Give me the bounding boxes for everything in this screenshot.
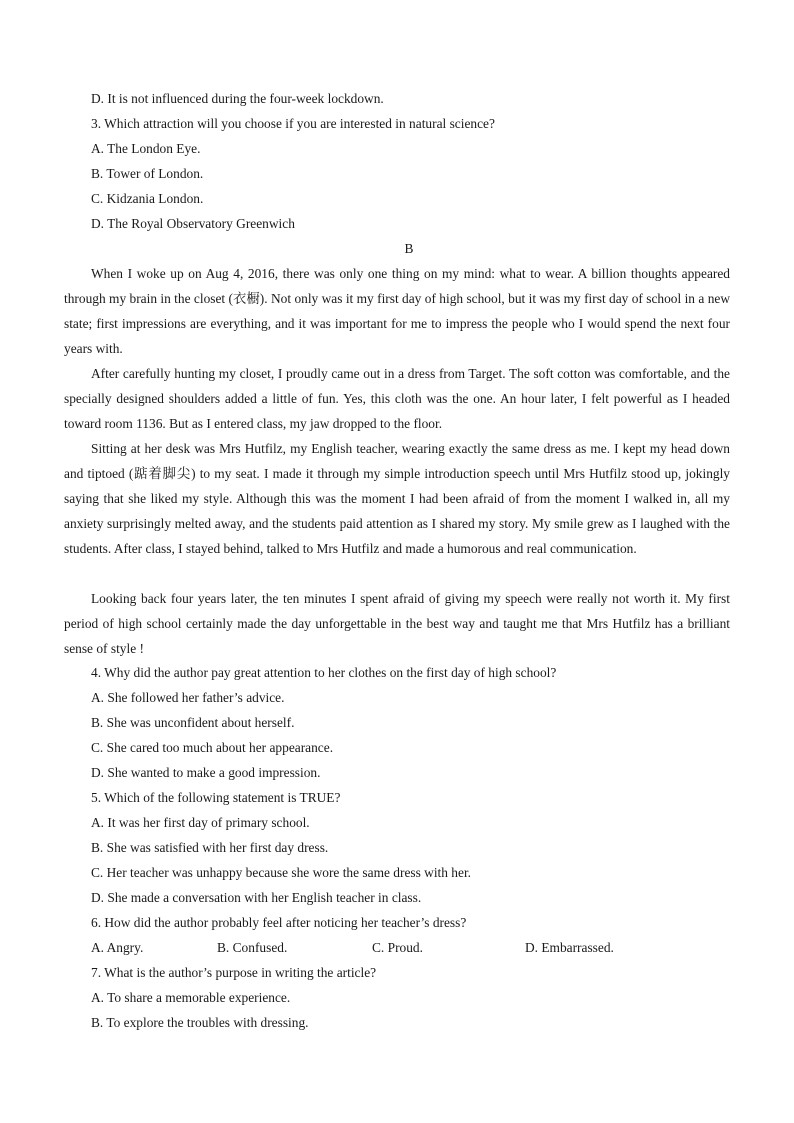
q5-question: 5. Which of the following statement is TRUE? — [91, 790, 341, 805]
q5-option-c: C. Her teacher was unhappy because she wore the same dress with her. — [91, 865, 472, 880]
q3-option-b: B. Tower of London. — [91, 166, 204, 181]
q7-option-a: A. To share a memorable experience. — [91, 990, 291, 1005]
q4-question: 4. Why did the author pay great attention to her clothes on the first day of high school? — [91, 665, 557, 680]
section-b-heading: B — [404, 241, 414, 256]
q2-option-d: D. It is not influenced during the four-week lockdown. — [91, 91, 384, 106]
passage-paragraph-3: Sitting at her desk was Mrs Hutfilz, my English teacher, wearing exactly the same dress as me. I kept my head down and tiptoed (踮着脚尖) to my seat. I made it through my simple introduction speech until Mrs Hutfilz stood up, jokingly saying that she liked my style. Although this was the moment I had been afraid of from the moment I walked in, all my anxiety surprisingly melted away, and the students paid attention as I shared my story. My smile grew as I laughed with the students. After class, I stayed behind, talked to Mrs Hutfilz and made a humorous and real communication. — [64, 441, 730, 556]
q4-option-c: C. She cared too much about her appearance. — [91, 740, 334, 755]
passage-paragraph-1: When I woke up on Aug 4, 2016, there was only one thing on my mind: what to wear. A billion thoughts appeared through my brain in the closet (衣橱). Not only was it my first day of high school, but it was my first day of school in a new state; first impressions are everything, and it was important for me to impress the people who I would spend the next four years with. — [64, 266, 730, 356]
q6-options-row — [91, 935, 651, 960]
q6-option-d: D. Embarrassed. — [525, 940, 614, 955]
q6-option-c: C. Proud. — [372, 940, 423, 955]
q7-option-b: B. To explore the troubles with dressing. — [91, 1015, 309, 1030]
q5-option-b: B. She was satisfied with her first day dress. — [91, 840, 329, 855]
q4-option-d: D. She wanted to make a good impression. — [91, 765, 321, 780]
q3-option-c: C. Kidzania London. — [91, 191, 204, 206]
q3-question: 3. Which attraction will you choose if you are interested in natural science? — [91, 116, 495, 131]
q3-option-a: A. The London Eye. — [91, 141, 201, 156]
q7-question: 7. What is the author’s purpose in writing the article? — [91, 965, 377, 980]
q6-question: 6. How did the author probably feel after noticing her teacher’s dress? — [91, 915, 467, 930]
q5-option-a: A. It was her first day of primary school. — [91, 815, 310, 830]
q5-option-d: D. She made a conversation with her English teacher in class. — [91, 890, 422, 905]
q6-option-b: B. Confused. — [217, 940, 288, 955]
q3-option-d: D. The Royal Observatory Greenwich — [91, 216, 295, 231]
q4-option-b: B. She was unconfident about herself. — [91, 715, 295, 730]
q6-option-a: A. Angry. — [91, 940, 144, 955]
q4-option-a: A. She followed her father’s advice. — [91, 690, 285, 705]
passage-paragraph-2: After carefully hunting my closet, I proudly came out in a dress from Target. The soft cotton was comfortable, and the specially designed shoulders added a little of fun. Yes, this cloth was the one. An hour later, I felt powerful as I headed toward room 1136. But as I entered class, my jaw dropped to the floor. — [64, 366, 730, 431]
passage-paragraph-4: Looking back four years later, the ten minutes I spent afraid of giving my speech were really not worth it. My first period of high school certainly made the day unforgettable in the best way and taught me that Mrs Hutfilz has a brilliant sense of style ! — [64, 591, 730, 656]
